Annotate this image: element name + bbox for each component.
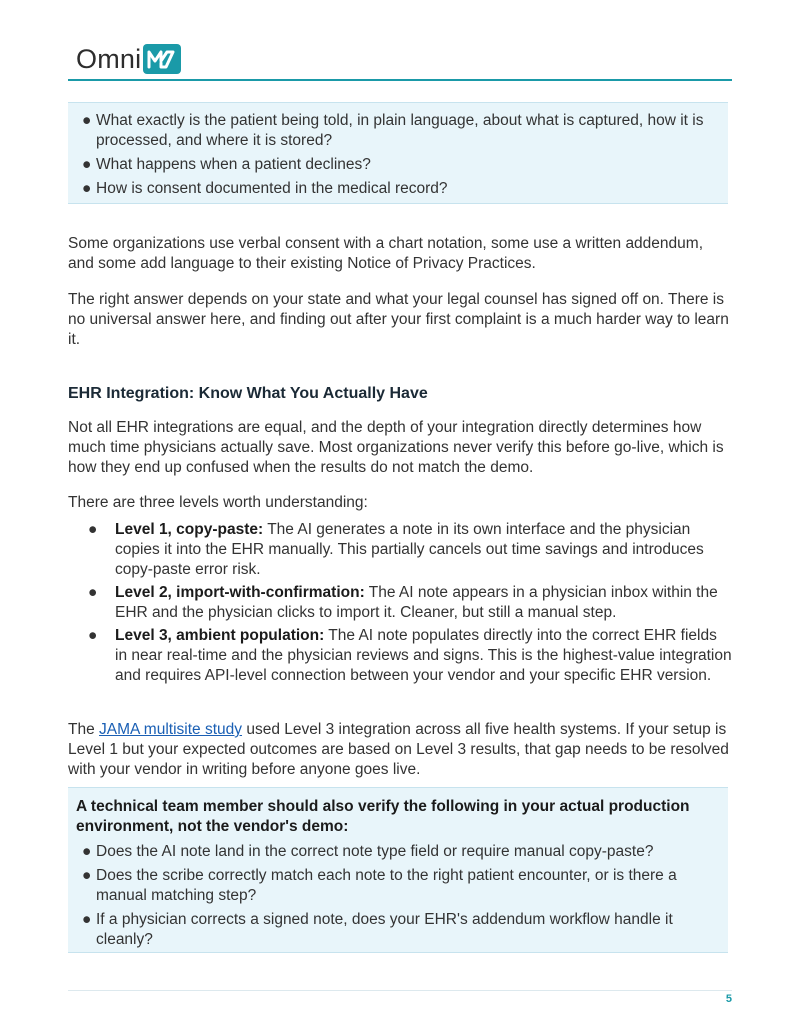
bullet-icon: ● xyxy=(88,584,98,601)
bullet-icon: ● xyxy=(88,521,98,538)
bullet-icon: ● xyxy=(82,180,92,197)
level-1-item xyxy=(68,520,732,580)
header-divider xyxy=(68,79,732,81)
legal-counsel-paragraph: The right answer depends on your state and what your legal counsel has signed off on. There is no universal answer here, and finding out after your first complaint is a much harder way to learn it. xyxy=(68,291,729,348)
level-label: Level 1, copy-paste: xyxy=(115,521,264,538)
page-header xyxy=(68,40,732,82)
omnimd-logo xyxy=(76,44,181,74)
list-item: ● If a physician corrects a signed note, does your EHR's addendum workflow handle it cleanly? xyxy=(82,911,673,948)
list-item: ● Does the AI note land in the correct note type field or require manual copy-paste? xyxy=(82,843,654,860)
jama-study-paragraph: The JAMA multisite study used Level 3 integration across all five health systems. If your setup is Level 1 but your expected outcomes are based on Level 3 results, that gap needs to be resolved with your vendor in writing before anyone goes live. xyxy=(68,721,729,778)
logo-mark-icon xyxy=(143,44,181,74)
bullet-icon: ● xyxy=(82,112,92,129)
bullet-icon: ● xyxy=(82,867,92,884)
mv-monogram-icon xyxy=(147,49,177,69)
list-item: ● What happens when a patient declines? xyxy=(82,156,371,173)
consent-questions-list xyxy=(68,111,728,199)
list-item: ● How is consent documented in the medical record? xyxy=(82,180,448,197)
bullet-icon: ● xyxy=(82,156,92,173)
level-description: The AI note appears in a physician inbox within the EHR and the physician clicks to import it. Cleaner, but still a manual step. xyxy=(115,584,718,621)
page-number: 5 xyxy=(725,993,732,1005)
level-3-item xyxy=(68,626,732,686)
bullet-icon: ● xyxy=(82,843,92,860)
levels-intro-paragraph: There are three levels worth understanding: xyxy=(68,494,368,511)
bullet-icon: ● xyxy=(82,911,92,928)
consent-methods-paragraph: Some organizations use verbal consent with a chart notation, some use a written addendum, and some add language to their existing Notice of Privacy Practices. xyxy=(68,235,704,272)
callout-title: A technical team member should also verify the following in your actual production environment, not the vendor's demo: xyxy=(76,798,690,835)
verification-list xyxy=(68,842,728,950)
level-2-item xyxy=(68,583,732,623)
logo-text: Omni xyxy=(76,44,142,74)
level-label: Level 3, ambient population: xyxy=(115,627,325,644)
bullet-icon: ● xyxy=(88,627,98,644)
consent-questions-callout xyxy=(68,102,728,204)
level-description: The AI note populates directly into the correct EHR fields in near real-time and the physician reviews and signs. This is the highest-value integration and requires API-level connection between your vendor and your specific EHR version. xyxy=(115,627,732,684)
footer-divider xyxy=(68,990,732,991)
technical-verification-callout xyxy=(68,787,728,953)
ehr-intro-paragraph: Not all EHR integrations are equal, and the depth of your integration directly determines how much time physicians actually save. Most organizations never verify this before go-live, which is how they end up confused when the results do not match the demo. xyxy=(68,419,724,476)
jama-study-link[interactable]: JAMA multisite study xyxy=(99,721,243,738)
integration-levels-list xyxy=(68,520,732,689)
list-item: ● Does the scribe correctly match each note to the right patient encounter, or is there a manual matching step? xyxy=(82,867,677,904)
level-description: The AI generates a note in its own interface and the physician copies it into the EHR manually. This partially cancels out time savings and introduces copy-paste error risk. xyxy=(115,521,704,578)
level-label: Level 2, import-with-confirmation: xyxy=(115,584,365,601)
list-item: ● What exactly is the patient being told, in plain language, about what is captured, how it is processed, and where it is stored? xyxy=(82,112,704,149)
section-heading: EHR Integration: Know What You Actually Have xyxy=(68,385,428,402)
